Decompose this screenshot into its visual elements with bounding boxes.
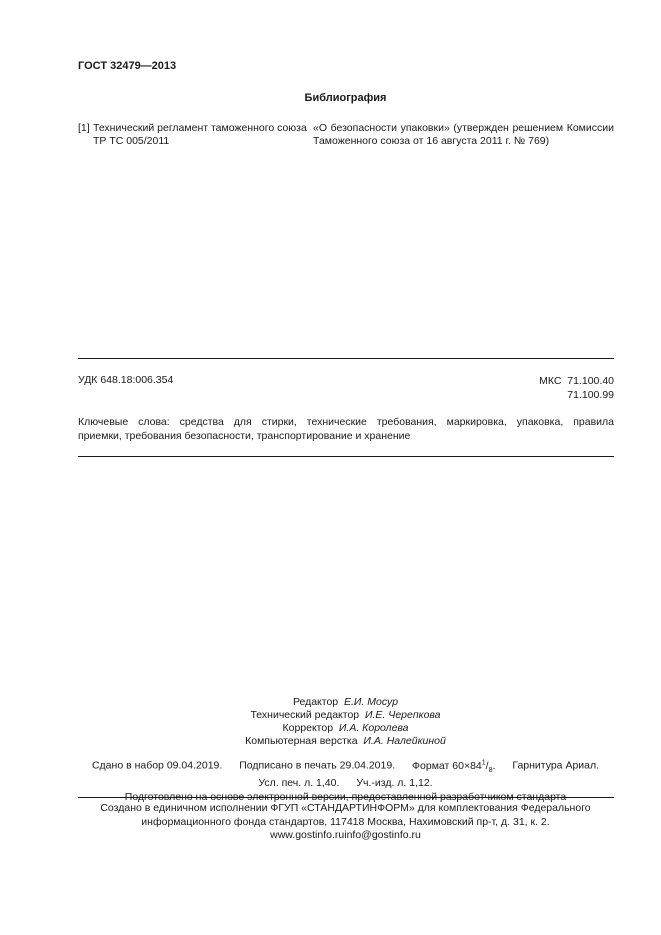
entry-description-line1: «О безопасности упаковки» (утвержден решением Комиссии bbox=[313, 122, 614, 134]
credit-layout: Компьютерная верстка И.А. Налейкиной bbox=[245, 735, 446, 747]
udk-code: УДК 648.18:006.354 bbox=[78, 374, 174, 386]
credits bbox=[0, 696, 661, 748]
bibliography-entry-source bbox=[78, 122, 308, 148]
keywords bbox=[78, 415, 614, 443]
email-link[interactable]: info@gostinfo.ru bbox=[344, 829, 421, 841]
footer bbox=[0, 802, 661, 843]
bibliography-entry-description bbox=[313, 122, 614, 148]
mks-code-1: 71.100.40 bbox=[567, 375, 614, 387]
footer-line2: информационного фонда стандартов, 117418 Москва, Нахимовский пр-т, д. 31, к. 2. bbox=[141, 815, 550, 828]
entry-number: [1] bbox=[78, 122, 90, 134]
footer-line1: Создано в единичном исполнении ФГУП «СТАНДАРТИНФОРМ» для комплектования Федерального bbox=[100, 802, 591, 814]
prepared-note: Подготовлено на основе электронной версии, предоставленной разработчиком стандарта bbox=[124, 790, 567, 803]
keywords-line2: приемки, требования безопасности, транспортирование и хранение bbox=[78, 430, 411, 442]
mks-codes bbox=[539, 374, 614, 402]
website-link[interactable]: www.gostinfo.ru bbox=[270, 829, 345, 841]
signed-date: Подписано в печать 29.04.2019. bbox=[239, 759, 396, 772]
entry-description-line2: Таможенного союза от 16 августа 2011 г. № 769) bbox=[313, 135, 550, 147]
typeface: Гарнитура Ариал. bbox=[512, 759, 600, 772]
divider-bottom bbox=[78, 797, 614, 798]
entry-source-line2: ТР ТС 005/2011 bbox=[93, 135, 170, 147]
divider-top bbox=[78, 358, 614, 359]
entry-source-line1: Технический регламент таможенного союза bbox=[93, 122, 307, 134]
credit-tech-editor: Технический редактор И.Е. Черепкова bbox=[250, 709, 441, 721]
mks-label: МКС bbox=[539, 375, 562, 387]
print-sheets: Усл. печ. л. 1,40. bbox=[258, 777, 340, 790]
credit-editor: Редактор Е.И. Мосур bbox=[292, 696, 399, 708]
keywords-line1: Ключевые слова: средства для стирки, технические требования, маркировка, упаковка, правила bbox=[78, 416, 614, 428]
divider-middle bbox=[78, 456, 614, 457]
standard-number: ГОСТ 32479—2013 bbox=[78, 60, 177, 72]
mks-code-2: 71.100.99 bbox=[567, 389, 614, 401]
pub-sheets: Уч.-изд. л. 1,12. bbox=[356, 777, 433, 790]
format: Формат $60\times 84^1/_8$. bbox=[412, 759, 496, 774]
credit-proofreader: Корректор И.А. Королева bbox=[282, 722, 409, 734]
submitted-date: Сдано в набор 09.04.2019. bbox=[91, 759, 223, 772]
bibliography-title: Библиография bbox=[304, 92, 387, 104]
